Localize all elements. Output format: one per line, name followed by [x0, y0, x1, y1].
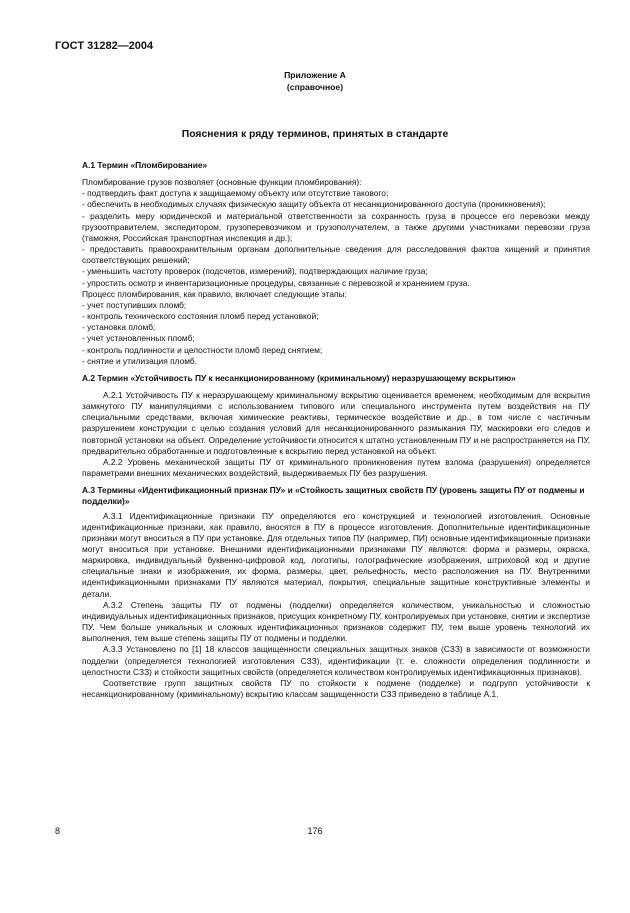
- list-item: - установка пломб;: [82, 322, 156, 333]
- list-item: - контроль подлинности и целостности пломб перед снятием;: [82, 344, 323, 355]
- paragraph-a2-2: А.2.2 Уровень механической защиты ПУ от криминального проникновения путем взлома (разрушения) определяется параметрами внешних механических воздействий, выдерживаемых ПУ без разрушения.: [82, 456, 590, 479]
- section-heading-a1: А.1 Термин «Пломбирование»: [82, 160, 208, 170]
- paragraph-a3-4: Соответствие групп защитных свойств ПУ по стойкости к подмене (подделке) и подгрупп устойчивости к несанкционированному (криминальному) вскрытию классам защищенности СЗЗ приведено в таблице А.1.: [82, 677, 590, 700]
- list-item: - уменьшить частоту проверок (подсчетов, измерений), подтверждающих наличие груза;: [82, 266, 428, 277]
- paragraph-a3-3: А.3.3 Установлено по [1] 18 классов защищенности специальных защитных знаков (СЗЗ) в зависимости от возможности подделки (определяется технологией изготовления СЗЗ), идентификации (т. е. сложности определения подлинности и целостности СЗЗ) и стойкости защитных свойств (определяется количеством контролируемых идентификационных признаков).: [82, 644, 590, 677]
- page-number-left: 8: [55, 826, 61, 836]
- paragraph-a2-1: А.2.1 Устойчивость ПУ к неразрушающему криминальному вскрытию оценивается временем, необходимым для вскрытия замкнутого ПУ манипуляциями с использованием типового или специального инструмента путем воздействия на ПУ специальными средствами, включая химические реактивы, термическое воздействие и др., в том числе с частичным разрушением конструкции с целью создания условий для несанкционированного размыкания ПУ, маскировки его следов и повторной установки на объект. Определение устойчивости относится к штатно установленным ПУ и не распространяется на ПУ, предварительно обработанные и подготовленные к вскрытию перед установкой на объект.: [82, 389, 590, 456]
- list-item: - учет установленных пломб;: [82, 333, 195, 344]
- list-item: - упростить осмотр и инвентаризационные процедуры, связанные с перевозкой и хранением груза.: [82, 277, 470, 288]
- a1-stages-intro: Процесс пломбирования, как правило, включает следующие этапы:: [82, 288, 347, 299]
- section-heading-a2: А.2 Термин «Устойчивость ПУ к несанкционированному (криминальному) неразрушающему вскрытию»: [82, 372, 516, 383]
- appendix-kind: (справочное): [286, 82, 344, 92]
- list-item: - снятие и утилизация пломб.: [82, 355, 198, 366]
- document-body: [82, 160, 590, 700]
- page-title: Пояснения к ряду терминов, принятых в стандарте: [181, 129, 449, 140]
- a1-intro: Пломбирование грузов позволяет (основные функции пломбирования):: [82, 177, 362, 188]
- list-item: - разделить меру юридической и материальной ответственности за сохранность груза в процессе его перевозки между грузоотправителем, экспедитором, грузоперевозчиком и грузополучателем, а также другими участниками перевозки груза (таможня, Российская транспортная инспекция и др.);: [82, 210, 590, 243]
- list-item: - учет поступивших пломб;: [82, 299, 187, 310]
- paragraph-a3-1: А.3.1 Идентификационные признаки ПУ определяются его конструкцией и технологией изготовления. Основные идентификационные признаки, как правило, вносятся в ПУ в процессе изготовления. Дополнительные идентификационные признаки могут вноситься в ПУ при установке. Для отдельных типов ПУ (например, ПИ) основные идентификационные признаки могут вноситься при установке. Внешними идентификационными признаками ПУ являются: форма и размеры, окраска, маркировка, индивидуальный буквенно-цифровой код, логотипы, голографические изображения, штриховой код и другие специальные знаки и изображения, их форма, размеры, цвет, рельефность, место расположения на ПУ. Внутренними идентификационными признаками ПУ являются материал, покрытия, специальные защитные конструктивные элементы и детали.: [82, 510, 590, 599]
- paragraph-a3-2: А.3.2 Степень защиты ПУ от подмены (подделки) определяется количеством, уникальностью и сложностью индивидуальных идентификационных признаков, присущих конкретному ПУ, контролируемых при установке, снятии и экспертизе ПУ. Чем больше уникальных и сложных идентификационных признаков содержит ПУ, тем выше уровень технологий их выполнения, тем выше степень защиты ПУ от подмены и подделки.: [82, 599, 590, 644]
- page-number-center: 176: [307, 826, 323, 836]
- list-item: - подтвердить факт доступа к защищаемому объекту или отсутствие такового;: [82, 188, 389, 199]
- list-item: - предоставить правоохранительным органам дополнительные сведения для расследования фактов хищений и принятия соответствующих решений;: [82, 244, 590, 266]
- standard-header: ГОСТ 31282—2004: [55, 40, 154, 52]
- list-item: - контроль технического состояния пломб перед установкой;: [82, 311, 319, 322]
- section-heading-a3: А.3 Термины «Идентификационный признак ПУ» и «Стойкость защитных свойств ПУ (уровень защиты ПУ от подмены и подделки)»: [82, 485, 585, 507]
- list-item: - обеспечить в необходимых случаях физическую защиту объекта от несанкционированного доступа (проникновения);: [82, 199, 546, 210]
- appendix-name: Приложение А: [284, 70, 346, 80]
